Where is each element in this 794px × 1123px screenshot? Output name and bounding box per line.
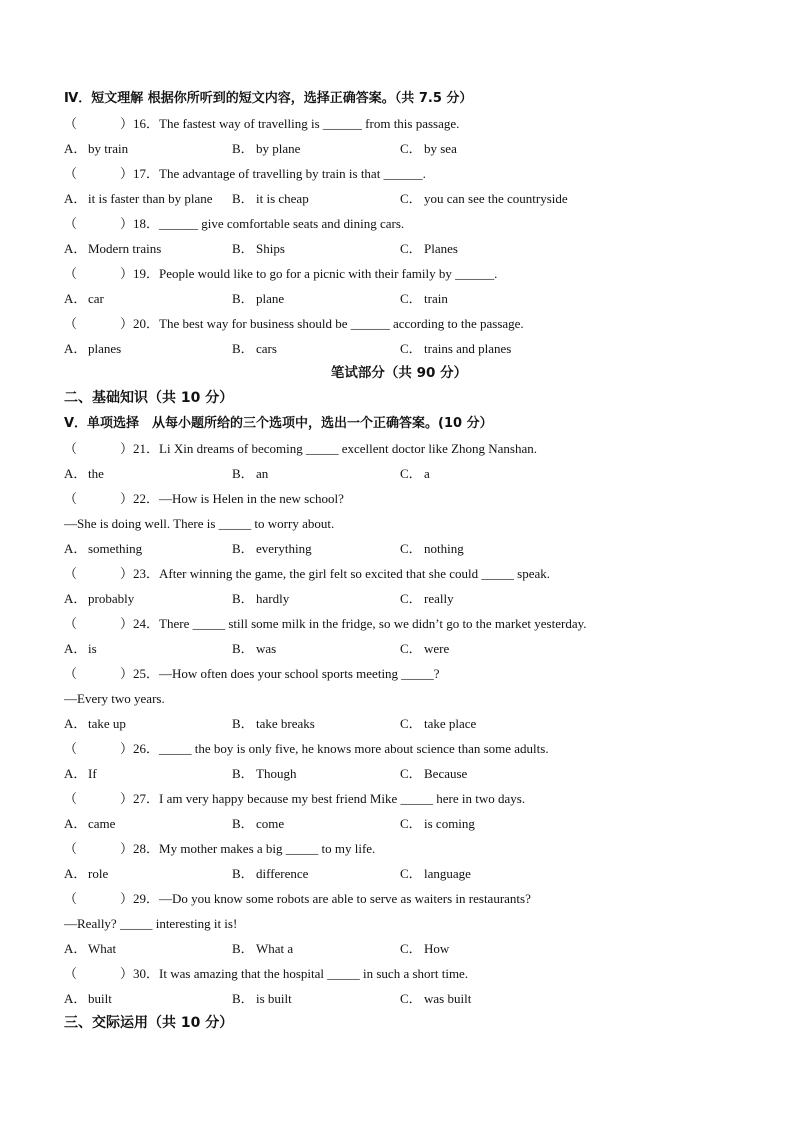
answer-paren-close: ） xyxy=(120,116,134,131)
option-b[interactable] xyxy=(232,136,300,161)
answer-paren-open: （ xyxy=(64,266,78,281)
question-number: 29 xyxy=(133,891,147,906)
question-text: ______ give comfortable seats and dining cars. xyxy=(159,216,405,231)
exam-page xyxy=(64,86,734,1036)
option-letter: C． xyxy=(400,541,422,556)
option-text: an xyxy=(256,466,269,481)
options-row xyxy=(64,186,734,211)
question-stem-30 xyxy=(64,961,734,986)
option-letter: C． xyxy=(400,191,422,206)
question-text: It was amazing that the hospital _____ in such a short time. xyxy=(159,966,469,981)
option-c[interactable] xyxy=(400,136,457,161)
option-text: is coming xyxy=(424,816,475,831)
question-number-sep: ． xyxy=(146,166,160,181)
option-text: difference xyxy=(256,866,309,881)
option-text: came xyxy=(88,816,116,831)
answer-paren-close: ） xyxy=(120,441,134,456)
question-number: 18 xyxy=(133,216,147,231)
option-c[interactable] xyxy=(400,636,449,661)
answer-paren-open: （ xyxy=(64,216,78,231)
question-stem-25 xyxy=(64,661,734,686)
option-text: car xyxy=(88,291,104,306)
question-number: 27 xyxy=(133,791,147,806)
option-letter: B． xyxy=(232,141,254,156)
question-text: I am very happy because my best friend Mike _____ here in two days. xyxy=(159,791,526,806)
section-communication-title: 三、交际运用（共 10 分） xyxy=(64,1015,234,1031)
answer-paren-open: （ xyxy=(64,616,78,631)
question-text: —How is Helen in the new school? xyxy=(159,491,344,506)
option-text: was xyxy=(256,641,277,656)
option-b[interactable] xyxy=(232,861,308,886)
option-text: What xyxy=(88,941,117,956)
question-dialogue-reply: —She is doing well. There is _____ to worry about. xyxy=(64,516,335,531)
option-letter: A． xyxy=(64,941,87,956)
option-a[interactable] xyxy=(64,636,97,661)
question-stem-16 xyxy=(64,111,734,136)
options-row xyxy=(64,986,734,1011)
options-row xyxy=(64,861,734,886)
question-text: —How often does your school sports meeting _____? xyxy=(159,666,440,681)
answer-paren-open: （ xyxy=(64,666,78,681)
option-letter: B． xyxy=(232,291,254,306)
option-letter: A． xyxy=(64,291,87,306)
answer-paren-close: ） xyxy=(120,566,134,581)
option-letter: A． xyxy=(64,341,87,356)
option-letter: C． xyxy=(400,641,422,656)
question-dialogue-reply: —Every two years. xyxy=(64,691,165,706)
question-number: 25 xyxy=(133,666,147,681)
option-c[interactable] xyxy=(400,586,454,611)
option-letter: B． xyxy=(232,341,254,356)
option-text: trains and planes xyxy=(424,341,512,356)
question-dialogue-reply: —Really? _____ interesting it is! xyxy=(64,916,238,931)
option-letter: A． xyxy=(64,591,87,606)
option-text: was built xyxy=(424,991,472,1006)
option-a[interactable] xyxy=(64,861,108,886)
answer-paren-open: （ xyxy=(64,116,78,131)
option-b[interactable] xyxy=(232,536,312,561)
option-letter: C． xyxy=(400,941,422,956)
options-row xyxy=(64,286,734,311)
question-stem-29 xyxy=(64,886,734,911)
option-b[interactable] xyxy=(232,811,284,836)
option-letter: B． xyxy=(232,466,254,481)
section-iv-title: Ⅳ．短文理解 根据你所听到的短文内容，选择正确答案。（共 7.5 分） xyxy=(64,91,473,106)
question-number: 26 xyxy=(133,741,147,756)
option-a[interactable] xyxy=(64,536,142,561)
question-stem-19 xyxy=(64,261,734,286)
question-text: —Do you know some robots are able to serve as waiters in restaurants? xyxy=(159,891,531,906)
question-number: 16 xyxy=(133,116,147,131)
option-letter: A． xyxy=(64,141,87,156)
question-stem-26 xyxy=(64,736,734,761)
option-b[interactable] xyxy=(232,761,296,786)
option-a[interactable] xyxy=(64,186,213,211)
option-letter: B． xyxy=(232,941,254,956)
question-text: _____ the boy is only five, he knows more about science than some adults. xyxy=(159,741,549,756)
answer-paren-open: （ xyxy=(64,566,78,581)
option-c[interactable] xyxy=(400,461,430,486)
answer-paren-close: ） xyxy=(120,216,134,231)
option-b[interactable] xyxy=(232,986,292,1011)
option-text: everything xyxy=(256,541,312,556)
question-number-sep: ． xyxy=(146,891,160,906)
question-number-sep: ． xyxy=(146,616,160,631)
option-letter: A． xyxy=(64,191,87,206)
question-stem-21 xyxy=(64,436,734,461)
option-c[interactable] xyxy=(400,536,464,561)
option-text: What a xyxy=(256,941,294,956)
question-number-sep: ． xyxy=(146,316,160,331)
option-letter: C． xyxy=(400,241,422,256)
options-row xyxy=(64,636,734,661)
option-letter: B． xyxy=(232,816,254,831)
option-text: take up xyxy=(88,716,126,731)
option-text: plane xyxy=(256,291,285,306)
question-number-sep: ． xyxy=(146,441,160,456)
answer-paren-close: ） xyxy=(120,316,134,331)
question-number: 24 xyxy=(133,616,147,631)
options-row xyxy=(64,236,734,261)
option-letter: B． xyxy=(232,541,254,556)
question-stem-17 xyxy=(64,161,734,186)
option-text: a xyxy=(424,466,430,481)
option-c[interactable] xyxy=(400,711,476,736)
option-letter: B． xyxy=(232,991,254,1006)
question-stem-28 xyxy=(64,836,734,861)
option-text: by train xyxy=(88,141,129,156)
option-a[interactable] xyxy=(64,336,121,361)
question-number: 30 xyxy=(133,966,147,981)
options-row xyxy=(64,586,734,611)
answer-paren-close: ） xyxy=(120,791,134,806)
option-a[interactable] xyxy=(64,936,116,961)
option-a[interactable] xyxy=(64,286,104,311)
option-b[interactable] xyxy=(232,461,268,486)
question-number: 28 xyxy=(133,841,147,856)
option-letter: C． xyxy=(400,466,422,481)
option-b[interactable] xyxy=(232,286,284,311)
option-letter: A． xyxy=(64,766,87,781)
answer-paren-close: ） xyxy=(120,741,134,756)
option-text: hardly xyxy=(256,591,290,606)
option-c[interactable] xyxy=(400,336,511,361)
option-text: take breaks xyxy=(256,716,315,731)
option-b[interactable] xyxy=(232,711,315,736)
option-text: language xyxy=(424,866,471,881)
options-row xyxy=(64,336,734,361)
question-number-sep: ． xyxy=(146,566,160,581)
question-stem-18 xyxy=(64,211,734,236)
option-letter: A． xyxy=(64,716,87,731)
option-a[interactable] xyxy=(64,461,104,486)
answer-paren-close: ） xyxy=(120,491,134,506)
option-text: it is cheap xyxy=(256,191,309,206)
section-basic-knowledge-title: 二、基础知识（共 10 分） xyxy=(64,390,234,406)
question-number-sep: ． xyxy=(146,116,160,131)
answer-paren-open: （ xyxy=(64,891,78,906)
question-number-sep: ． xyxy=(146,666,160,681)
answer-paren-open: （ xyxy=(64,741,78,756)
option-b[interactable] xyxy=(232,336,277,361)
option-text: Planes xyxy=(424,241,458,256)
option-letter: A． xyxy=(64,541,87,556)
option-text: were xyxy=(424,641,450,656)
question-number: 23 xyxy=(133,566,147,581)
question-text: The fastest way of travelling is ______ from this passage. xyxy=(159,116,460,131)
option-text: role xyxy=(88,866,109,881)
option-text: the xyxy=(88,466,104,481)
answer-paren-open: （ xyxy=(64,966,78,981)
option-letter: B． xyxy=(232,716,254,731)
option-c[interactable] xyxy=(400,761,467,786)
question-number-sep: ． xyxy=(146,841,160,856)
option-letter: A． xyxy=(64,991,87,1006)
options-row xyxy=(64,811,734,836)
option-text: train xyxy=(424,291,448,306)
option-c[interactable] xyxy=(400,811,475,836)
option-text: nothing xyxy=(424,541,464,556)
option-a[interactable] xyxy=(64,811,115,836)
option-text: is built xyxy=(256,991,292,1006)
answer-paren-open: （ xyxy=(64,491,78,506)
option-c[interactable] xyxy=(400,986,471,1011)
question-stem-23 xyxy=(64,561,734,586)
option-letter: C． xyxy=(400,991,422,1006)
option-letter: C． xyxy=(400,141,422,156)
option-text: Modern trains xyxy=(88,241,162,256)
options-row xyxy=(64,936,734,961)
answer-paren-close: ） xyxy=(120,841,134,856)
options-row xyxy=(64,711,734,736)
option-text: If xyxy=(88,766,97,781)
option-c[interactable] xyxy=(400,286,448,311)
option-letter: A． xyxy=(64,241,87,256)
option-letter: C． xyxy=(400,591,422,606)
option-b[interactable] xyxy=(232,236,285,261)
answer-paren-close: ） xyxy=(120,266,134,281)
answer-paren-open: （ xyxy=(64,791,78,806)
option-b[interactable] xyxy=(232,186,309,211)
section-v-title: Ⅴ．单项选择 从每小题所给的三个选项中，选出一个正确答案。(10 分） xyxy=(64,416,493,431)
option-letter: A． xyxy=(64,866,87,881)
option-letter: B． xyxy=(232,641,254,656)
option-letter: C． xyxy=(400,716,422,731)
answer-paren-close: ） xyxy=(120,166,134,181)
question-number-sep: ． xyxy=(146,266,160,281)
option-text: by plane xyxy=(256,141,301,156)
option-text: come xyxy=(256,816,285,831)
question-number: 17 xyxy=(133,166,147,181)
options-row xyxy=(64,461,734,486)
option-a[interactable] xyxy=(64,586,134,611)
option-text: cars xyxy=(256,341,277,356)
written-part-title: 笔试部分（共 90 分） xyxy=(330,365,468,381)
question-number-sep: ． xyxy=(146,791,160,806)
option-letter: C． xyxy=(400,816,422,831)
option-letter: A． xyxy=(64,641,87,656)
option-letter: B． xyxy=(232,866,254,881)
answer-paren-open: （ xyxy=(64,166,78,181)
option-letter: C． xyxy=(400,866,422,881)
answer-paren-close: ） xyxy=(120,891,134,906)
question-stem-22 xyxy=(64,486,734,511)
option-b[interactable] xyxy=(232,636,276,661)
option-letter: B． xyxy=(232,591,254,606)
option-text: Ships xyxy=(256,241,285,256)
option-text: take place xyxy=(424,716,477,731)
question-text: Li Xin dreams of becoming _____ excellent doctor like Zhong Nanshan. xyxy=(159,441,538,456)
option-text: you can see the countryside xyxy=(424,191,568,206)
option-letter: C． xyxy=(400,341,422,356)
option-letter: B． xyxy=(232,191,254,206)
question-number-sep: ． xyxy=(146,966,160,981)
option-text: is xyxy=(88,641,97,656)
option-letter: B． xyxy=(232,766,254,781)
question-number-sep: ． xyxy=(146,491,160,506)
option-c[interactable] xyxy=(400,186,568,211)
question-text: My mother makes a big _____ to my life. xyxy=(159,841,376,856)
option-a[interactable] xyxy=(64,136,128,161)
option-letter: B． xyxy=(232,241,254,256)
option-text: something xyxy=(88,541,143,556)
question-text: The best way for business should be ______ according to the passage. xyxy=(159,316,524,331)
question-number-sep: ． xyxy=(146,741,160,756)
option-c[interactable] xyxy=(400,236,458,261)
question-text: There _____ still some milk in the fridge, so we didn’t go to the market yesterday. xyxy=(159,616,587,631)
option-text: probably xyxy=(88,591,135,606)
question-stem-27 xyxy=(64,786,734,811)
option-letter: C． xyxy=(400,291,422,306)
section-iv-questions xyxy=(64,111,734,361)
answer-paren-open: （ xyxy=(64,841,78,856)
option-letter: C． xyxy=(400,766,422,781)
section-v-questions xyxy=(64,436,734,1011)
option-text: really xyxy=(424,591,454,606)
option-b[interactable] xyxy=(232,586,289,611)
answer-paren-close: ） xyxy=(120,966,134,981)
question-number: 22 xyxy=(133,491,147,506)
options-row xyxy=(64,761,734,786)
option-text: by sea xyxy=(424,141,457,156)
option-text: How xyxy=(424,941,450,956)
option-letter: A． xyxy=(64,466,87,481)
question-text: People would like to go for a picnic with their family by ______. xyxy=(159,266,498,281)
question-stem-20 xyxy=(64,311,734,336)
option-text: it is faster than by plane xyxy=(88,191,213,206)
question-number: 19 xyxy=(133,266,147,281)
option-text: built xyxy=(88,991,112,1006)
option-a[interactable] xyxy=(64,986,112,1011)
answer-paren-open: （ xyxy=(64,316,78,331)
answer-paren-open: （ xyxy=(64,441,78,456)
question-number: 20 xyxy=(133,316,147,331)
question-stem-24 xyxy=(64,611,734,636)
option-text: Because xyxy=(424,766,468,781)
option-b[interactable] xyxy=(232,936,293,961)
answer-paren-close: ） xyxy=(120,666,134,681)
option-a[interactable] xyxy=(64,761,97,786)
option-c[interactable] xyxy=(400,936,449,961)
option-c[interactable] xyxy=(400,861,471,886)
question-text: After winning the game, the girl felt so excited that she could _____ speak. xyxy=(159,566,551,581)
question-text: The advantage of travelling by train is that ______. xyxy=(159,166,426,181)
option-text: planes xyxy=(88,341,122,356)
option-letter: A． xyxy=(64,816,87,831)
question-number: 21 xyxy=(133,441,147,456)
options-row xyxy=(64,136,734,161)
option-text: Though xyxy=(256,766,297,781)
options-row xyxy=(64,536,734,561)
answer-paren-close: ） xyxy=(120,616,134,631)
option-a[interactable] xyxy=(64,236,161,261)
question-number-sep: ． xyxy=(146,216,160,231)
option-a[interactable] xyxy=(64,711,126,736)
